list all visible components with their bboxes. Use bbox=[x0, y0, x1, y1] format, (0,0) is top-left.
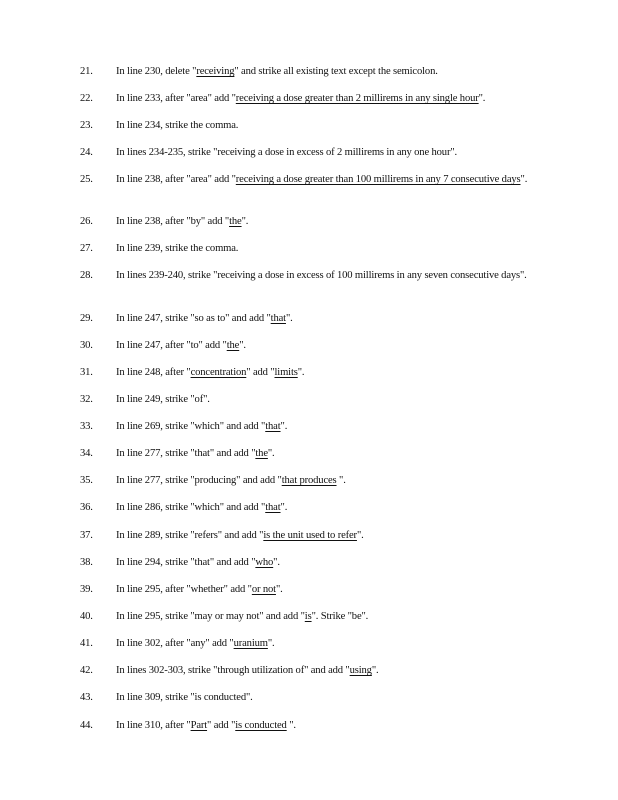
text-segment: ". bbox=[239, 340, 246, 351]
text-segment: ". bbox=[285, 313, 293, 324]
text-segment: ". bbox=[336, 475, 346, 486]
text-segment: In line 294, strike "that" and add " bbox=[116, 557, 256, 568]
item-text bbox=[116, 214, 546, 229]
text-segment: In line 295, after "whether" add " bbox=[116, 584, 252, 595]
text-segment: ". bbox=[267, 448, 275, 459]
text-segment: In line 310, after " bbox=[116, 720, 191, 731]
inserted-text: the bbox=[226, 340, 240, 351]
item-text bbox=[116, 268, 546, 283]
text-segment: In line 230, delete " bbox=[116, 66, 197, 77]
item-number: 30. bbox=[80, 340, 93, 351]
item-number: 21. bbox=[80, 66, 93, 77]
item-number: 27. bbox=[80, 243, 93, 254]
text-segment: ". bbox=[267, 638, 275, 649]
item-text bbox=[116, 473, 546, 488]
inserted-text: concentration bbox=[190, 367, 247, 378]
text-segment: ". bbox=[273, 557, 280, 568]
text-segment: In lines 302-303, strike "through utilization of" and add " bbox=[116, 665, 350, 676]
item-number: 41. bbox=[80, 638, 93, 649]
inserted-text: receiving a dose greater than 100 millirems in any 7 consecutive days bbox=[235, 174, 521, 185]
item-number: 28. bbox=[80, 270, 93, 281]
text-segment: ". bbox=[371, 665, 379, 676]
item-number: 39. bbox=[80, 584, 93, 595]
text-segment: In line 269, strike "which" and add " bbox=[116, 421, 266, 432]
item-number: 26. bbox=[80, 216, 93, 227]
text-segment: In line 238, after "area" add " bbox=[116, 174, 236, 185]
item-text bbox=[116, 609, 546, 624]
text-segment: ". bbox=[297, 367, 305, 378]
inserted-text: using bbox=[349, 665, 372, 676]
text-segment: In line 295, strike "may or may not" and add " bbox=[116, 611, 305, 622]
inserted-text: the bbox=[255, 448, 268, 459]
item-text bbox=[116, 311, 546, 326]
text-segment: In line 247, strike "so as to" and add " bbox=[116, 313, 271, 324]
inserted-text: that produces bbox=[281, 475, 337, 486]
text-segment: ". bbox=[520, 174, 528, 185]
item-number: 37. bbox=[80, 530, 93, 541]
item-number: 25. bbox=[80, 174, 93, 185]
text-segment: In line 309, strike "is conducted". bbox=[116, 692, 253, 703]
item-text bbox=[116, 118, 546, 133]
item-text bbox=[116, 582, 546, 597]
text-segment: ". bbox=[478, 93, 486, 104]
text-segment: In line 286, strike "which" and add " bbox=[116, 502, 266, 513]
item-number: 23. bbox=[80, 120, 93, 131]
item-text bbox=[116, 392, 546, 407]
text-segment: ". Strike "be". bbox=[311, 611, 369, 622]
item-text bbox=[116, 91, 546, 106]
inserted-text: is bbox=[304, 611, 312, 622]
inserted-text: or not bbox=[251, 584, 276, 595]
item-text bbox=[116, 690, 546, 705]
item-number: 32. bbox=[80, 394, 93, 405]
item-text bbox=[116, 145, 546, 160]
inserted-text: receiving bbox=[196, 66, 235, 77]
item-text bbox=[116, 338, 546, 353]
text-segment: In line 248, after " bbox=[116, 367, 191, 378]
text-segment: In lines 239-240, strike "receiving a dose in excess of 100 millirems in any seven consecutive days". bbox=[116, 270, 527, 281]
item-number: 33. bbox=[80, 421, 93, 432]
inserted-text: who bbox=[255, 557, 274, 568]
text-segment: In line 249, strike "of". bbox=[116, 394, 210, 405]
inserted-text: limits bbox=[274, 367, 298, 378]
inserted-text: that bbox=[265, 502, 281, 513]
inserted-text: that bbox=[265, 421, 281, 432]
text-segment: In line 302, after "any" add " bbox=[116, 638, 234, 649]
text-segment: In line 239, strike the comma. bbox=[116, 243, 239, 254]
text-segment: ". bbox=[275, 584, 283, 595]
text-segment: In line 289, strike "refers" and add " bbox=[116, 530, 264, 541]
item-number: 36. bbox=[80, 502, 93, 513]
item-number: 44. bbox=[80, 720, 93, 731]
text-segment: In line 238, after "by" add " bbox=[116, 216, 230, 227]
item-number: 43. bbox=[80, 692, 93, 703]
text-segment: " add " bbox=[207, 720, 236, 731]
text-segment: In line 233, after "area" add " bbox=[116, 93, 236, 104]
text-segment: ". bbox=[280, 421, 288, 432]
item-text bbox=[116, 365, 546, 380]
item-text bbox=[116, 528, 546, 543]
item-number: 22. bbox=[80, 93, 93, 104]
item-text bbox=[116, 446, 546, 461]
item-text bbox=[116, 64, 546, 79]
inserted-text: uranium bbox=[233, 638, 268, 649]
item-number: 34. bbox=[80, 448, 93, 459]
text-segment: In line 277, strike "that" and add " bbox=[116, 448, 256, 459]
inserted-text: the bbox=[229, 216, 242, 227]
item-text bbox=[116, 663, 546, 678]
item-text bbox=[116, 718, 546, 733]
item-text bbox=[116, 419, 546, 434]
item-number: 35. bbox=[80, 475, 93, 486]
item-number: 38. bbox=[80, 557, 93, 568]
text-segment: In line 234, strike the comma. bbox=[116, 120, 239, 131]
inserted-text: is the unit used to refer bbox=[263, 530, 357, 541]
text-segment: In line 247, after "to" add " bbox=[116, 340, 227, 351]
text-segment: ". bbox=[356, 530, 364, 541]
item-number: 29. bbox=[80, 313, 93, 324]
inserted-text: is conducted bbox=[235, 720, 287, 731]
item-text bbox=[116, 241, 546, 256]
text-segment: " and strike all existing text except the semicolon. bbox=[234, 66, 438, 77]
item-number: 31. bbox=[80, 367, 93, 378]
text-segment: In lines 234-235, strike "receiving a dose in excess of 2 millirems in any one hour". bbox=[116, 147, 457, 158]
item-number: 42. bbox=[80, 665, 93, 676]
inserted-text: that bbox=[270, 313, 286, 324]
item-number: 24. bbox=[80, 147, 93, 158]
item-text bbox=[116, 500, 546, 515]
item-text bbox=[116, 636, 546, 651]
inserted-text: receiving a dose greater than 2 millirems in any single hour bbox=[235, 93, 479, 104]
text-segment: ". bbox=[280, 502, 288, 513]
item-text bbox=[116, 172, 546, 187]
text-segment: " add " bbox=[246, 367, 275, 378]
text-segment: ". bbox=[286, 720, 296, 731]
item-number: 40. bbox=[80, 611, 93, 622]
inserted-text: Part bbox=[190, 720, 208, 731]
text-segment: ". bbox=[241, 216, 249, 227]
text-segment: In line 277, strike "producing" and add " bbox=[116, 475, 282, 486]
item-text bbox=[116, 555, 546, 570]
